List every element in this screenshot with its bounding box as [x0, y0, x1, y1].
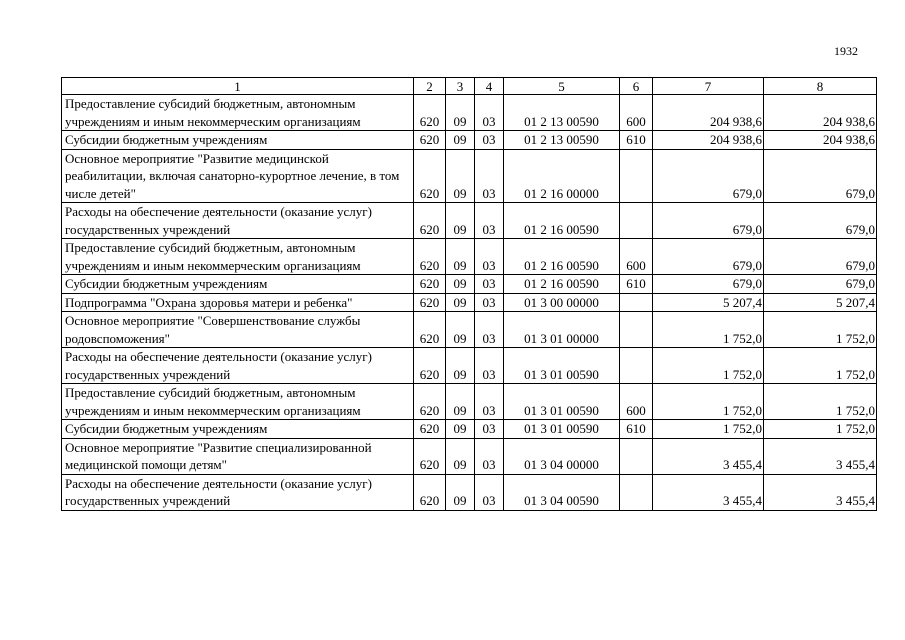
cell-target-code: 01 3 01 00000: [504, 312, 620, 348]
cell-subsection: 03: [475, 131, 504, 150]
cell-target-code: 01 2 16 00590: [504, 203, 620, 239]
cell-ministry: 620: [414, 149, 446, 203]
cell-subsection: 03: [475, 348, 504, 384]
cell-section: 09: [446, 348, 475, 384]
cell-target-code: 01 2 13 00590: [504, 131, 620, 150]
cell-amount: 3 455,4: [653, 438, 764, 474]
cell-ministry: 620: [414, 131, 446, 150]
header-cell: 8: [764, 78, 877, 95]
table-row: [62, 348, 877, 384]
cell-target-code: 01 3 01 00590: [504, 348, 620, 384]
cell-subsection: 03: [475, 149, 504, 203]
cell-amount: 679,0: [653, 275, 764, 294]
cell-amount: 204 938,6: [653, 131, 764, 150]
cell-amount: 3 455,4: [764, 474, 877, 510]
cell-amount: 1 752,0: [764, 312, 877, 348]
cell-ministry: 620: [414, 293, 446, 312]
cell-amount: 204 938,6: [764, 131, 877, 150]
table-row: [62, 275, 877, 294]
cell-amount: 1 752,0: [764, 384, 877, 420]
cell-expense-type: [620, 293, 653, 312]
page-number: 1932: [834, 44, 858, 58]
cell-subsection: 03: [475, 474, 504, 510]
cell-expense-type: [620, 348, 653, 384]
cell-expense-type: 600: [620, 384, 653, 420]
cell-target-code: 01 2 16 00590: [504, 275, 620, 294]
table-row: [62, 420, 877, 439]
row-name: Основное мероприятие "Развитие специализированной медицинской помощи детям": [62, 438, 414, 474]
cell-amount: 679,0: [764, 149, 877, 203]
header-cell: 1: [62, 78, 414, 95]
cell-section: 09: [446, 474, 475, 510]
row-name: Предоставление субсидий бюджетным, автономным учреждениям и иным некоммерческим организациям: [62, 239, 414, 275]
cell-ministry: 620: [414, 474, 446, 510]
cell-expense-type: 610: [620, 275, 653, 294]
cell-amount: 679,0: [764, 239, 877, 275]
table-row: [62, 438, 877, 474]
cell-ministry: 620: [414, 438, 446, 474]
budget-table: [61, 77, 877, 511]
header-row: [62, 78, 877, 95]
cell-ministry: 620: [414, 95, 446, 131]
cell-subsection: 03: [475, 420, 504, 439]
cell-expense-type: 600: [620, 95, 653, 131]
cell-amount: 5 207,4: [764, 293, 877, 312]
cell-subsection: 03: [475, 203, 504, 239]
header-cell: 3: [446, 78, 475, 95]
header-cell: 4: [475, 78, 504, 95]
cell-amount: 679,0: [653, 149, 764, 203]
cell-section: 09: [446, 293, 475, 312]
table-row: [62, 312, 877, 348]
row-name: Субсидии бюджетным учреждениям: [62, 131, 414, 150]
cell-amount: 3 455,4: [653, 474, 764, 510]
table-row: [62, 239, 877, 275]
cell-section: 09: [446, 384, 475, 420]
cell-amount: 1 752,0: [653, 420, 764, 439]
cell-amount: 679,0: [653, 203, 764, 239]
header-cell: 6: [620, 78, 653, 95]
cell-amount: 204 938,6: [653, 95, 764, 131]
cell-subsection: 03: [475, 95, 504, 131]
cell-amount: 3 455,4: [764, 438, 877, 474]
cell-expense-type: 600: [620, 239, 653, 275]
header-cell: 2: [414, 78, 446, 95]
table-row: [62, 203, 877, 239]
cell-expense-type: 610: [620, 131, 653, 150]
row-name: Предоставление субсидий бюджетным, автономным учреждениям и иным некоммерческим организациям: [62, 384, 414, 420]
cell-expense-type: [620, 474, 653, 510]
table-row: [62, 95, 877, 131]
cell-ministry: 620: [414, 420, 446, 439]
row-name: Основное мероприятие "Совершенствование службы родовспоможения": [62, 312, 414, 348]
cell-ministry: 620: [414, 312, 446, 348]
cell-section: 09: [446, 312, 475, 348]
cell-amount: 204 938,6: [764, 95, 877, 131]
cell-target-code: 01 3 01 00590: [504, 384, 620, 420]
cell-amount: 1 752,0: [653, 348, 764, 384]
cell-amount: 5 207,4: [653, 293, 764, 312]
cell-amount: 679,0: [764, 275, 877, 294]
cell-section: 09: [446, 95, 475, 131]
cell-amount: 1 752,0: [653, 312, 764, 348]
table-row: [62, 293, 877, 312]
cell-amount: 1 752,0: [764, 348, 877, 384]
header-cell: 5: [504, 78, 620, 95]
cell-target-code: 01 2 13 00590: [504, 95, 620, 131]
cell-section: 09: [446, 275, 475, 294]
cell-expense-type: [620, 149, 653, 203]
cell-subsection: 03: [475, 275, 504, 294]
cell-ministry: 620: [414, 384, 446, 420]
table-row: [62, 474, 877, 510]
cell-section: 09: [446, 239, 475, 275]
table-row: [62, 149, 877, 203]
cell-subsection: 03: [475, 239, 504, 275]
cell-ministry: 620: [414, 348, 446, 384]
cell-subsection: 03: [475, 312, 504, 348]
row-name: Подпрограмма "Охрана здоровья матери и ребенка": [62, 293, 414, 312]
row-name: Расходы на обеспечение деятельности (оказание услуг) государственных учреждений: [62, 348, 414, 384]
cell-subsection: 03: [475, 438, 504, 474]
row-name: Расходы на обеспечение деятельности (оказание услуг) государственных учреждений: [62, 203, 414, 239]
cell-target-code: 01 3 04 00590: [504, 474, 620, 510]
cell-ministry: 620: [414, 239, 446, 275]
cell-expense-type: 610: [620, 420, 653, 439]
cell-subsection: 03: [475, 384, 504, 420]
cell-amount: 679,0: [653, 239, 764, 275]
row-name: Основное мероприятие "Развитие медицинской реабилитации, включая санаторно-курортное лечение, в том числе детей": [62, 149, 414, 203]
table-row: [62, 384, 877, 420]
cell-target-code: 01 2 16 00590: [504, 239, 620, 275]
cell-section: 09: [446, 438, 475, 474]
cell-amount: 679,0: [764, 203, 877, 239]
row-name: Расходы на обеспечение деятельности (оказание услуг) государственных учреждений: [62, 474, 414, 510]
cell-target-code: 01 2 16 00000: [504, 149, 620, 203]
cell-target-code: 01 3 00 00000: [504, 293, 620, 312]
cell-target-code: 01 3 01 00590: [504, 420, 620, 439]
row-name: Предоставление субсидий бюджетным, автономным учреждениям и иным некоммерческим организациям: [62, 95, 414, 131]
cell-expense-type: [620, 438, 653, 474]
cell-ministry: 620: [414, 275, 446, 294]
cell-expense-type: [620, 203, 653, 239]
cell-subsection: 03: [475, 293, 504, 312]
cell-section: 09: [446, 420, 475, 439]
row-name: Субсидии бюджетным учреждениям: [62, 275, 414, 294]
table-row: [62, 131, 877, 150]
cell-target-code: 01 3 04 00000: [504, 438, 620, 474]
header-cell: 7: [653, 78, 764, 95]
cell-amount: 1 752,0: [653, 384, 764, 420]
cell-section: 09: [446, 203, 475, 239]
row-name: Субсидии бюджетным учреждениям: [62, 420, 414, 439]
cell-ministry: 620: [414, 203, 446, 239]
cell-amount: 1 752,0: [764, 420, 877, 439]
cell-section: 09: [446, 131, 475, 150]
cell-expense-type: [620, 312, 653, 348]
cell-section: 09: [446, 149, 475, 203]
